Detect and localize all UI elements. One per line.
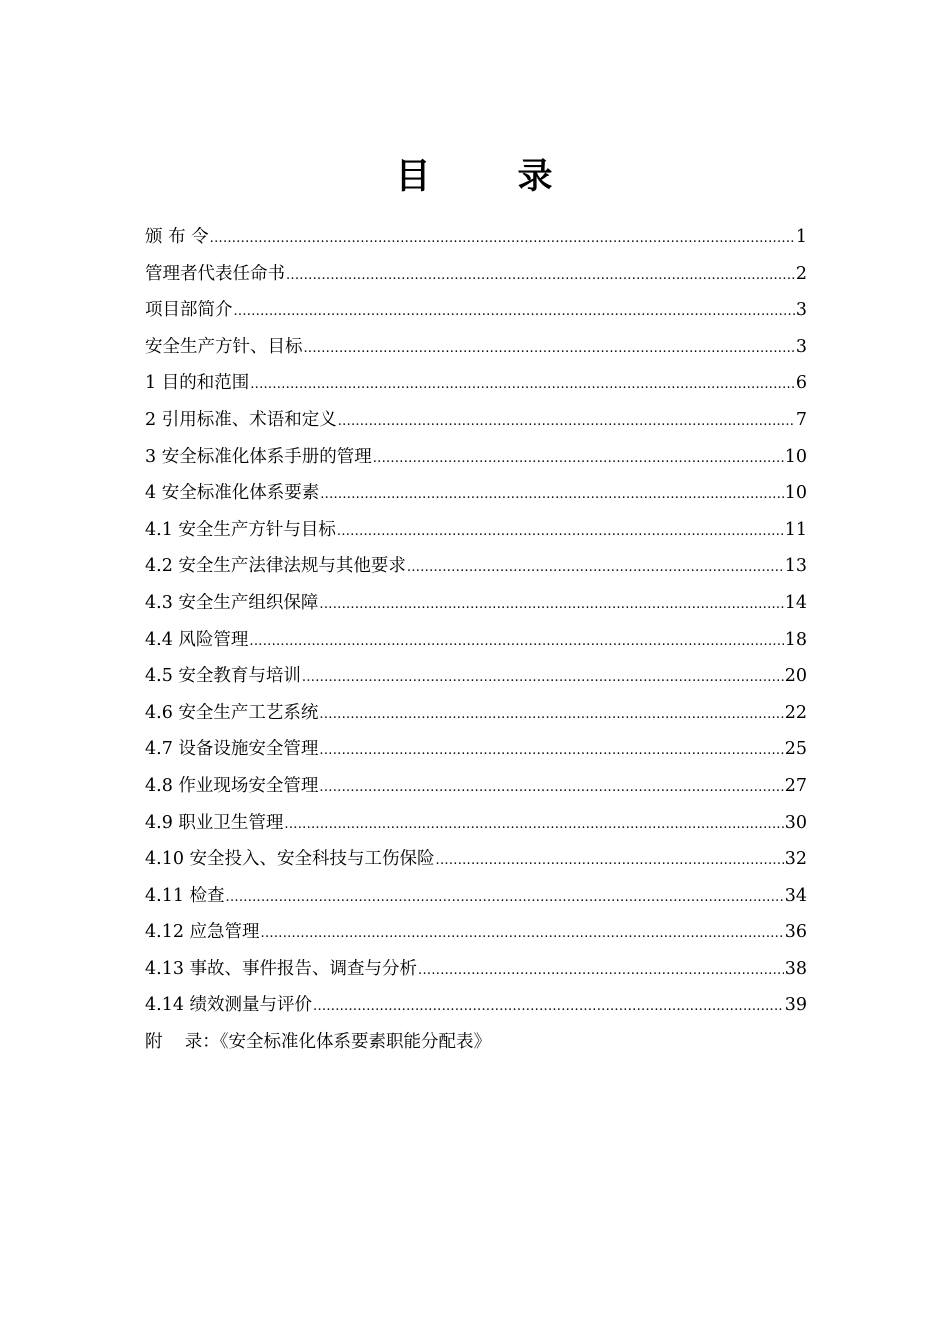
dot-leader [319,697,783,734]
dot-leader [337,514,784,551]
dot-leader [302,660,784,697]
toc-entry-page-number: 39 [784,995,807,1016]
toc-entry-label: 4.14 绩效测量与评价 [145,995,313,1016]
toc-entry-label: 颁 布 令 [145,227,209,247]
toc-entry[interactable] [145,439,807,476]
dot-leader [249,624,783,661]
dot-leader [338,404,795,441]
toc-entry-page-number: 20 [784,666,807,687]
toc-entry-label: 4.7 设备设施安全管理 [145,739,319,760]
toc-entry-page-number: 36 [784,922,807,943]
appendix-entry: 附 录：《安全标准化体系要素职能分配表》 [145,1032,491,1052]
toc-entry[interactable] [145,805,807,842]
toc-entry-label: 4.2 安全生产法律法规与其他要求 [145,556,406,577]
toc-entry-label: 4 安全标准化体系要素 [145,483,320,504]
toc-entry-label: 安全生产方针、目标 [145,336,303,357]
toc-entry-label: 4.10 安全投入、安全科技与工伤保险 [145,849,435,870]
toc-entry-label: 4.4 风险管理 [145,629,249,650]
toc-entry-page-number: 32 [784,849,807,870]
toc-entry-page-number: 30 [784,812,807,833]
toc-entry-page-number: 22 [784,702,807,723]
dot-leader [373,441,784,478]
toc-entry-page-number: 27 [784,775,807,796]
toc-entry-label: 管理者代表任命书 [145,263,285,284]
toc-entry-label: 3 安全标准化体系手册的管理 [145,446,372,467]
toc-entry-page-number: 1 [795,227,807,247]
dot-leader [286,258,795,295]
toc-entry-page-number: 3 [795,336,807,357]
toc-entry[interactable] [145,878,807,915]
dot-leader [226,880,784,917]
toc-entry-page-number: 7 [795,409,807,430]
toc-entry[interactable] [145,841,807,878]
dot-leader [210,221,795,258]
toc-entry-label: 1 目的和范围 [145,373,250,394]
toc-entry[interactable] [145,622,807,659]
toc-entry[interactable] [145,695,807,732]
dot-leader [313,989,784,1026]
toc-entry-label: 4.11 检查 [145,885,225,906]
toc-entry-page-number: 10 [784,446,807,467]
toc-list [145,219,807,1024]
toc-entry-page-number: 38 [784,958,807,979]
toc-entry-label: 4.9 职业卫生管理 [145,812,284,833]
toc-entry-label: 4.8 作业现场安全管理 [145,775,319,796]
toc-entry[interactable] [145,512,807,549]
toc-entry[interactable] [145,731,807,768]
toc-entry[interactable] [145,365,807,402]
toc-entry[interactable] [145,585,807,622]
toc-entry[interactable] [145,987,807,1024]
toc-entry-label: 4.3 安全生产组织保障 [145,592,319,613]
dot-leader [234,294,795,331]
toc-entry[interactable] [145,475,807,512]
toc-entry[interactable] [145,256,807,293]
dot-leader [407,550,784,587]
dot-leader [319,733,783,770]
toc-entry-page-number: 13 [784,556,807,577]
toc-title: 目 录 [395,157,555,197]
dot-leader [320,477,784,514]
toc-entry[interactable] [145,329,807,366]
dot-leader [319,587,783,624]
toc-entry[interactable] [145,292,807,329]
toc-entry-label: 4.1 安全生产方针与目标 [145,519,336,540]
toc-entry[interactable] [145,219,807,256]
dot-leader [250,367,795,404]
toc-entry[interactable] [145,914,807,951]
toc-entry[interactable] [145,402,807,439]
toc-entry-page-number: 18 [784,629,807,650]
toc-entry-page-number: 11 [784,519,807,540]
dot-leader [261,916,784,953]
toc-entry[interactable] [145,951,807,988]
toc-entry-page-number: 10 [784,483,807,504]
dot-leader [284,807,783,844]
toc-entry-page-number: 2 [795,263,807,284]
toc-entry[interactable] [145,768,807,805]
toc-entry-label: 4.6 安全生产工艺系统 [145,702,319,723]
toc-entry-label: 4.13 事故、事件报告、调查与分析 [145,958,418,979]
toc-entry-label: 2 引用标准、术语和定义 [145,409,337,430]
toc-entry-label: 项目部简介 [145,300,233,321]
dot-leader [304,331,795,368]
toc-entry-page-number: 14 [784,592,807,613]
toc-entry[interactable] [145,658,807,695]
dot-leader [319,770,783,807]
toc-entry[interactable] [145,548,807,585]
toc-entry-page-number: 34 [784,885,807,906]
toc-entry-page-number: 3 [795,300,807,321]
toc-entry-page-number: 25 [784,739,807,760]
dot-leader [436,843,784,880]
dot-leader [418,953,784,990]
toc-entry-label: 4.12 应急管理 [145,922,260,943]
toc-entry-label: 4.5 安全教育与培训 [145,666,301,687]
toc-entry-page-number: 6 [795,373,807,394]
